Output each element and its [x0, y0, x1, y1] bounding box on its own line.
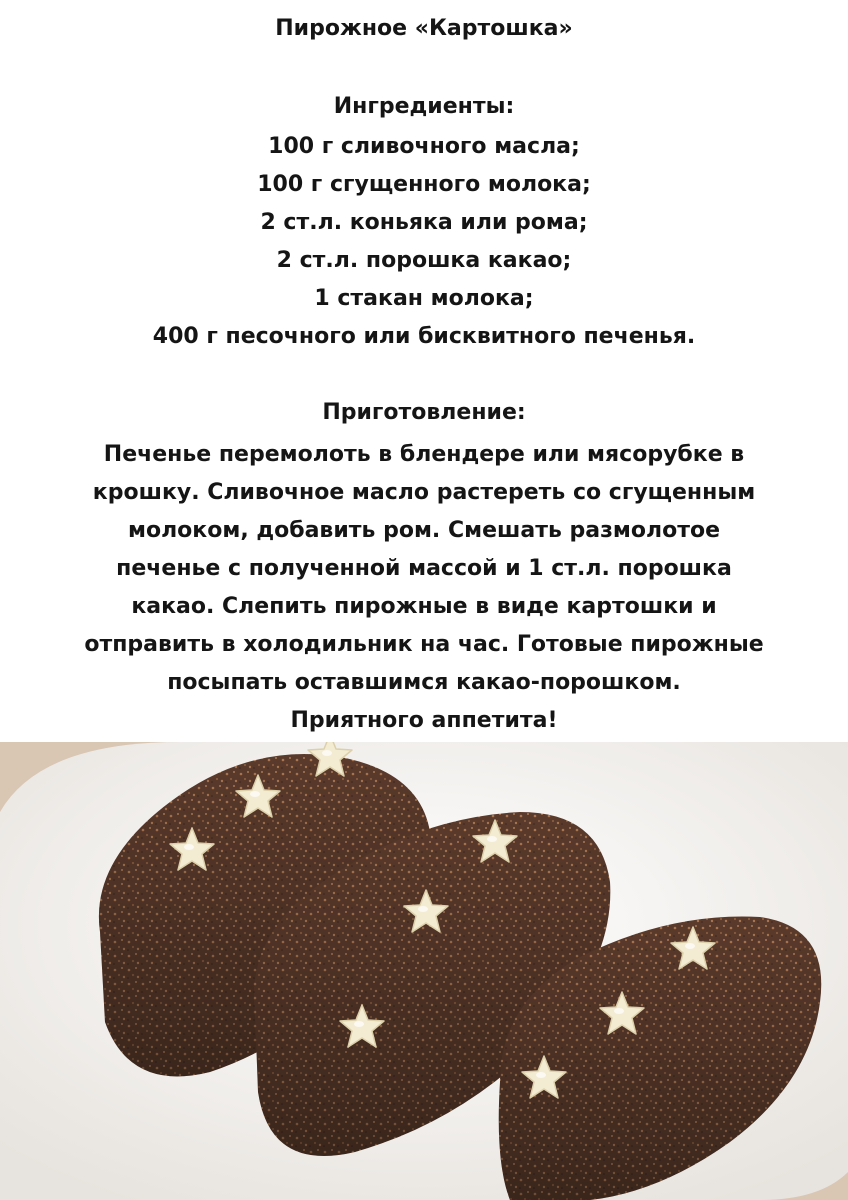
preparation-line: молоком, добавить ром. Смешать размолотое — [127, 518, 721, 543]
preparation-line: отправить в холодильник на час. Готовые пирожные — [84, 632, 764, 657]
ingredient-item: 1 стакан молока; — [314, 286, 534, 311]
ingredient-item: 400 г песочного или бисквитного печенья. — [152, 324, 696, 349]
ingredient-item: 100 г сливочного масла; — [268, 134, 580, 159]
recipe-title: Пирожное «Картошка» — [275, 16, 573, 41]
preparation-line: крошку. Сливочное масло растереть со сгущенным — [92, 480, 756, 505]
ingredients-list — [0, 128, 848, 356]
cake-illustration — [0, 742, 848, 1200]
ingredient-item: 2 ст.л. порошка какао; — [276, 248, 572, 273]
closing-line: Приятного аппетита! — [290, 708, 558, 733]
preparation-line: Печенье перемолоть в блендере или мясорубке в — [103, 442, 745, 467]
preparation-text — [0, 436, 848, 740]
cake-photo — [0, 742, 848, 1200]
ingredient-item: 2 ст.л. коньяка или рома; — [260, 210, 588, 235]
preparation-line: посыпать оставшимся какао-порошком. — [167, 670, 681, 695]
preparation-heading: Приготовление: — [322, 400, 526, 425]
ingredients-heading: Ингредиенты: — [333, 94, 515, 119]
preparation-line: какао. Слепить пирожные в виде картошки и — [131, 594, 717, 619]
preparation-line: печенье с полученной массой и 1 ст.л. порошка — [116, 556, 732, 581]
ingredient-item: 100 г сгущенного молока; — [257, 172, 591, 197]
